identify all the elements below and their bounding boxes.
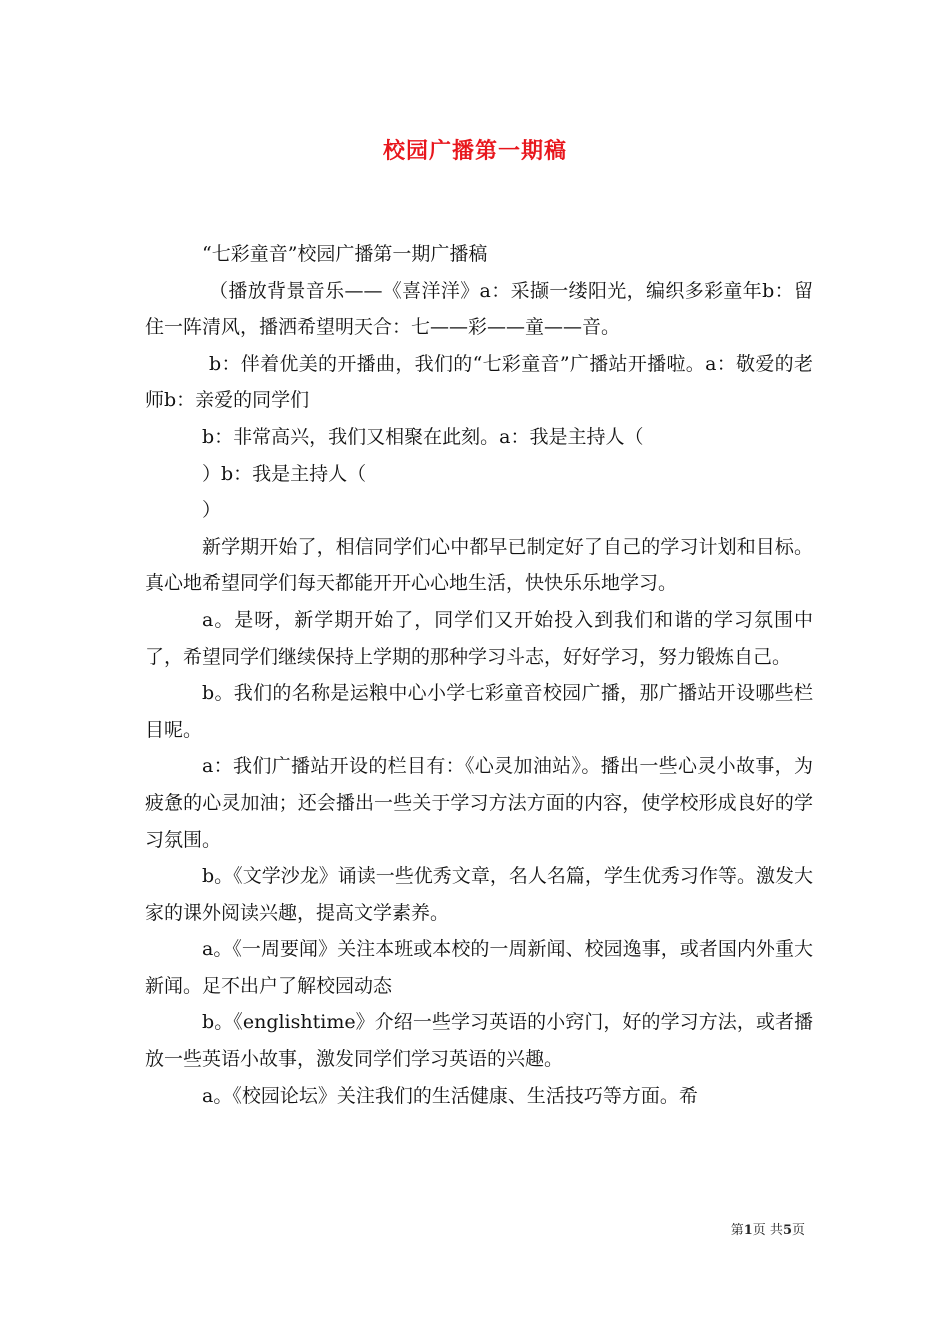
document-body bbox=[145, 236, 813, 1114]
paragraph: b。我们的名称是运粮中心小学七彩童音校园广播，那广播站开设哪些栏目呢。 bbox=[145, 682, 813, 741]
paragraph: a。《校园论坛》关注我们的生活健康、生活技巧等方面。希 bbox=[202, 1084, 698, 1107]
paragraph: ）b：我是主持人（ bbox=[202, 462, 367, 485]
page-number-footer bbox=[0, 1219, 805, 1238]
total-page-number: 5 bbox=[782, 1223, 792, 1238]
paragraph: a：我们广播站开设的栏目有：《心灵加油站》。播出一些心灵小故事，为疲惫的心灵加油；还会播出一些关于学习方法方面的内容，使学校形成良好的学习氛围。 bbox=[145, 755, 813, 851]
paragraph: （播放背景音乐——《喜洋洋》a：采撷一缕阳光，编织多彩童年b：留住一阵清风，播洒希望明天合：七——彩——童——音。 bbox=[145, 279, 813, 339]
paragraph: b：非常高兴，我们又相聚在此刻。a：我是主持人（ bbox=[202, 425, 644, 448]
paragraph: ） bbox=[202, 499, 222, 522]
footer-middle: 页 共 bbox=[752, 1223, 783, 1238]
paragraph: b。《englishtime》介绍一些学习英语的小窍门，好的学习方法，或者播放一些英语小故事，激发同学们学习英语的兴趣。 bbox=[145, 1011, 813, 1071]
paragraph: b：伴着优美的开播曲，我们的“七彩童音”广播站开播啦。a：敬爱的老师b：亲爱的同学们 bbox=[145, 352, 813, 412]
footer-prefix: 第 bbox=[730, 1223, 744, 1238]
document-title: 校园广播第一期稿 bbox=[382, 138, 567, 164]
paragraph: a。是呀，新学期开始了，同学们又开始投入到我们和谐的学习氛围中了，希望同学们继续保持上学期的那种学习斗志，好好学习，努力锻炼自己。 bbox=[145, 608, 813, 668]
footer-suffix: 页 bbox=[791, 1223, 805, 1238]
paragraph: “七彩童音”校园广播第一期广播稿 bbox=[202, 243, 488, 265]
paragraph: 新学期开始了，相信同学们心中都早已制定好了自己的学习计划和目标。真心地希望同学们每天都能开开心心地生活，快快乐乐地学习。 bbox=[145, 535, 813, 595]
current-page-number: 1 bbox=[743, 1223, 753, 1238]
paragraph: a。《一周要闻》关注本班或本校的一周新闻、校园逸事，或者国内外重大新闻。足不出户了解校园动态 bbox=[145, 938, 813, 997]
paragraph: b。《文学沙龙》诵读一些优秀文章，名人名篇，学生优秀习作等。激发大家的课外阅读兴趣，提高文学素养。 bbox=[145, 865, 813, 924]
